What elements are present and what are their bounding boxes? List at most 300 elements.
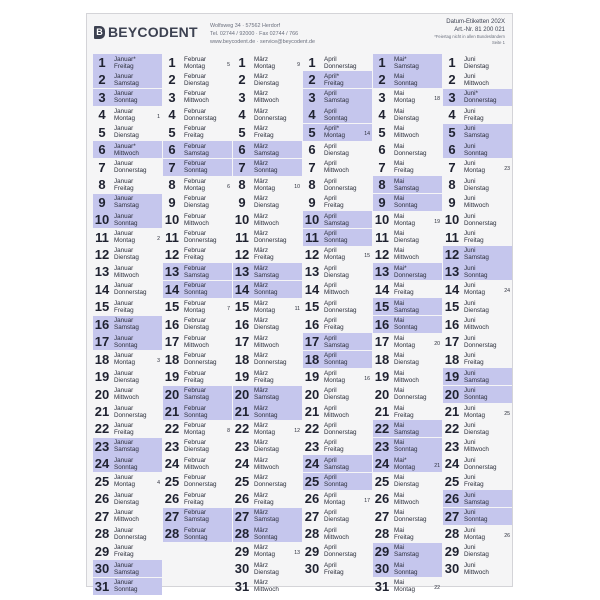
month-name: Mai <box>394 247 405 255</box>
weekday-name: Sonntag <box>324 114 348 122</box>
weekday-name: Donnerstag <box>184 237 217 244</box>
day-number: 6 <box>98 142 106 158</box>
date-label <box>443 141 512 158</box>
date-label <box>443 246 512 263</box>
day-number: 18 <box>444 351 460 367</box>
day-number: 29 <box>374 543 390 559</box>
day-number: 6 <box>308 142 316 158</box>
date-label <box>373 560 442 577</box>
weekday-name: Montag <box>464 167 486 175</box>
weekday-name: Donnerstag <box>394 394 427 402</box>
date-label <box>303 263 372 280</box>
month-name: März <box>254 404 268 412</box>
day-number: 14 <box>444 281 460 297</box>
date-label <box>443 420 512 437</box>
date-label <box>303 124 372 141</box>
date-label <box>93 508 162 525</box>
month-name: Juni <box>464 352 476 360</box>
date-label <box>373 351 442 368</box>
date-label <box>443 333 512 350</box>
weekday-name: Montag <box>464 411 486 419</box>
date-label <box>93 229 162 246</box>
month-name: März <box>254 509 268 517</box>
day-number: 10 <box>234 212 250 228</box>
day-number: 2 <box>98 72 106 88</box>
day-number: 22 <box>164 421 180 437</box>
weekday-name: Montag <box>254 184 276 192</box>
date-label <box>443 211 512 228</box>
month-name: Juni* <box>464 90 479 98</box>
weekday-name: Freitag <box>114 428 134 436</box>
day-number: 7 <box>238 159 246 175</box>
weekday-name: Freitag <box>464 359 484 367</box>
day-number: 22 <box>444 421 460 437</box>
date-label <box>373 246 442 263</box>
day-number: 14 <box>164 281 180 297</box>
month-name: Mai <box>394 509 405 517</box>
date-label <box>303 368 372 385</box>
month-name: März <box>254 212 268 220</box>
month-name: März <box>254 177 268 185</box>
date-label <box>443 229 512 246</box>
date-label <box>303 89 372 106</box>
weekday-name: Montag <box>114 237 136 244</box>
day-number: 18 <box>234 351 250 367</box>
day-number: 8 <box>168 177 176 193</box>
weekday-name: Dienstag <box>394 237 419 244</box>
weekday-name: Donnerstag <box>114 411 147 419</box>
weekday-name: Sonntag <box>114 586 138 593</box>
month-name: April <box>324 107 337 115</box>
month-name: Februar <box>184 369 207 377</box>
month-name: Mai <box>394 526 405 534</box>
month-name: Mai <box>394 177 405 185</box>
week-number: 17 <box>364 497 370 504</box>
weekday-name: Sonntag <box>184 289 208 297</box>
month-name: Juni <box>464 177 476 185</box>
day-number: 6 <box>238 142 246 158</box>
date-label <box>373 368 442 385</box>
day-number: 14 <box>374 281 390 297</box>
date-label <box>93 455 162 472</box>
day-number: 29 <box>94 543 110 559</box>
month-name: April <box>324 369 337 377</box>
month-name: Januar <box>114 230 134 237</box>
date-label <box>233 106 302 123</box>
month-name: Januar <box>114 456 134 464</box>
weekday-name: Donnerstag <box>464 341 497 349</box>
day-number: 21 <box>444 404 460 419</box>
day-number: 23 <box>164 438 180 454</box>
month-name: Juni <box>464 544 476 552</box>
day-number: 8 <box>378 177 386 193</box>
weekday-name: Sonntag <box>254 533 278 541</box>
weekday-name: Samstag <box>394 184 419 192</box>
date-label <box>233 141 302 158</box>
weekday-name: Mittwoch <box>254 341 279 349</box>
date-label <box>303 386 372 403</box>
date-label <box>443 159 512 176</box>
day-number: 24 <box>374 456 390 472</box>
month-name: April <box>324 421 337 429</box>
day-number: 6 <box>448 142 456 158</box>
month-name: Mai <box>394 474 405 482</box>
weekday-name: Donnerstag <box>394 149 427 157</box>
weekday-name: Dienstag <box>184 79 209 87</box>
week-number: 13 <box>294 550 300 557</box>
date-label <box>303 316 372 333</box>
day-number: 2 <box>378 72 386 88</box>
month-name: Mai <box>394 230 405 237</box>
weekday-name: Freitag <box>184 498 204 506</box>
date-label <box>163 246 232 263</box>
day-number: 21 <box>164 404 180 419</box>
weekday-name: Dienstag <box>324 271 349 279</box>
month-name: Mai <box>394 491 405 499</box>
date-label <box>163 420 232 437</box>
weekday-name: Montag <box>394 97 416 105</box>
month-name: Februar <box>184 55 207 63</box>
article-number: Art.-Nr. 81 200 021 <box>454 26 505 33</box>
date-label <box>373 159 442 176</box>
day-number: 11 <box>235 229 249 245</box>
weekday-name: Samstag <box>394 62 419 70</box>
weekday-name: Sonntag <box>254 289 278 297</box>
weekday-name: Samstag <box>464 254 489 262</box>
month-name: April <box>324 230 337 237</box>
day-number: 13 <box>374 264 390 280</box>
weekday-name: Samstag <box>184 149 209 157</box>
month-name: März <box>254 317 268 325</box>
month-name: Januar <box>114 404 134 412</box>
logo-mark-icon: B <box>94 26 105 39</box>
date-label <box>93 333 162 350</box>
day-number: 13 <box>94 264 110 280</box>
day-number: 4 <box>238 107 246 123</box>
day-number: 13 <box>234 264 250 280</box>
date-label <box>233 89 302 106</box>
date-label <box>303 159 372 176</box>
weekday-name: Donnerstag <box>114 289 147 297</box>
day-number: 7 <box>308 159 316 175</box>
day-number: 30 <box>374 561 390 577</box>
weekday-name: Mittwoch <box>114 394 139 402</box>
day-number: 9 <box>168 194 176 210</box>
weekday-name: Dienstag <box>114 376 139 384</box>
weekday-name: Freitag <box>394 289 414 297</box>
month-name: März <box>254 107 268 115</box>
weekday-name: Sonntag <box>464 516 488 524</box>
month-name: Mai* <box>394 55 407 63</box>
day-number: 9 <box>238 194 246 210</box>
day-number: 5 <box>168 124 176 140</box>
weekday-name: Dienstag <box>464 62 489 70</box>
address-line-2: Tel. 02744 / 92000 · Fax 02744 / 766 <box>210 31 299 37</box>
month-name: Januar <box>114 352 134 360</box>
weekday-name: Freitag <box>324 568 344 576</box>
month-name: Februar <box>184 421 207 429</box>
date-label <box>93 54 162 71</box>
day-number: 11 <box>375 229 389 245</box>
day-number: 2 <box>448 72 456 88</box>
day-number: 6 <box>378 142 386 158</box>
day-number: 4 <box>98 107 106 123</box>
date-label <box>93 89 162 106</box>
date-label <box>373 386 442 403</box>
date-label <box>303 403 372 420</box>
month-name: April <box>324 212 337 220</box>
month-name: April <box>324 317 337 325</box>
day-number: 12 <box>164 246 180 262</box>
day-number: 17 <box>374 334 390 350</box>
day-number: 27 <box>234 508 250 524</box>
day-number: 14 <box>94 281 110 297</box>
month-name: Mai <box>394 387 405 395</box>
day-number: 3 <box>448 89 456 105</box>
week-number: 6 <box>227 183 230 190</box>
weekday-name: Dienstag <box>254 202 279 210</box>
date-label <box>93 71 162 88</box>
month-name: Juni <box>464 264 476 272</box>
day-number: 3 <box>238 89 246 105</box>
weekday-name: Mittwoch <box>184 219 209 227</box>
month-name: Mai <box>394 90 405 98</box>
month-name: Januar <box>114 160 134 168</box>
month-name: Februar <box>184 247 207 255</box>
date-label <box>443 71 512 88</box>
weekday-name: Samstag <box>324 341 349 349</box>
month-name: Juni <box>464 72 476 80</box>
day-number: 25 <box>374 473 390 489</box>
weekday-name: Samstag <box>394 428 419 436</box>
day-number: 21 <box>374 404 390 419</box>
month-name: April <box>324 264 337 272</box>
weekday-name: Donnerstag <box>324 428 357 436</box>
day-number: 11 <box>95 229 109 245</box>
date-label <box>303 455 372 472</box>
date-label <box>93 351 162 368</box>
weekday-name: Mittwoch <box>464 324 489 332</box>
month-name: Februar <box>184 72 207 80</box>
month-name: Juni <box>464 509 476 517</box>
date-label <box>93 176 162 193</box>
date-label <box>233 525 302 542</box>
weekday-name: Montag <box>464 533 486 541</box>
date-label <box>163 473 232 490</box>
date-label <box>163 333 232 350</box>
date-label <box>443 490 512 507</box>
day-number: 13 <box>444 264 460 280</box>
product-title: Datum-Etiketten 202X <box>446 19 505 25</box>
day-number: 12 <box>374 246 390 262</box>
weekday-name: Freitag <box>464 237 484 244</box>
date-label <box>443 316 512 333</box>
day-number: 4 <box>308 107 316 123</box>
day-number: 8 <box>238 177 246 193</box>
weekday-name: Freitag <box>394 411 414 419</box>
date-label <box>93 368 162 385</box>
date-label <box>373 106 442 123</box>
day-number: 18 <box>374 351 390 367</box>
weekday-name: Samstag <box>254 394 279 402</box>
weekday-name: Donnerstag <box>254 359 287 367</box>
month-name: Mai <box>394 142 405 150</box>
week-number: 25 <box>504 410 510 417</box>
weekday-name: Donnerstag <box>324 306 357 314</box>
month-name: Januar <box>114 544 134 552</box>
week-number: 7 <box>227 305 230 312</box>
weekday-name: Freitag <box>324 324 344 332</box>
date-label <box>303 141 372 158</box>
weekday-name: Mittwoch <box>394 132 419 140</box>
day-number: 17 <box>94 334 110 350</box>
month-name: Januar <box>114 195 134 203</box>
month-name: Mai <box>394 579 405 586</box>
day-number: 21 <box>234 404 250 419</box>
month-name: Juni <box>464 439 476 447</box>
date-label <box>373 420 442 437</box>
day-number: 23 <box>374 438 390 454</box>
product-info <box>434 19 505 46</box>
day-number: 16 <box>374 316 390 332</box>
weekday-name: Freitag <box>464 114 484 122</box>
weekday-name: Samstag <box>184 394 209 402</box>
weekday-name: Sonntag <box>254 167 278 175</box>
weekday-name: Sonntag <box>394 324 418 332</box>
date-label <box>163 124 232 141</box>
month-name: Mai <box>394 107 405 115</box>
day-number: 26 <box>444 491 460 507</box>
month-name: Januar <box>114 72 134 80</box>
date-label <box>303 298 372 315</box>
day-number: 23 <box>304 438 320 454</box>
date-label <box>373 124 442 141</box>
day-number: 29 <box>304 543 320 559</box>
day-number: 26 <box>374 491 390 507</box>
week-number: 11 <box>294 305 300 312</box>
date-label <box>373 316 442 333</box>
date-label <box>443 176 512 193</box>
month-name: Juni <box>464 230 476 237</box>
week-number: 22 <box>434 585 440 591</box>
date-label <box>443 525 512 542</box>
weekday-name: Dienstag <box>114 132 139 140</box>
date-label <box>373 176 442 193</box>
date-label <box>303 211 372 228</box>
month-name: April <box>324 334 337 342</box>
day-number: 5 <box>378 124 386 140</box>
date-label <box>233 124 302 141</box>
address-line-3: www.beycodent.de · service@beycodent.de <box>210 39 315 45</box>
date-label <box>93 141 162 158</box>
weekday-name: Sonntag <box>394 568 418 576</box>
date-label <box>373 543 442 560</box>
day-number: 29 <box>234 543 250 559</box>
month-name: Juni <box>464 160 476 168</box>
month-name: März <box>254 299 268 307</box>
day-number: 3 <box>308 89 316 105</box>
day-number: 25 <box>234 473 250 489</box>
month-name: Juni <box>464 299 476 307</box>
month-name: Juni <box>464 474 476 482</box>
day-number: 15 <box>164 299 180 315</box>
date-label <box>233 543 302 560</box>
date-label <box>373 194 442 211</box>
day-number: 10 <box>304 212 320 228</box>
date-label <box>93 194 162 211</box>
weekday-name: Mittwoch <box>184 463 209 471</box>
weekday-name: Montag <box>114 114 136 122</box>
day-number: 30 <box>234 561 250 577</box>
day-number: 24 <box>164 456 180 472</box>
month-name: März <box>254 491 268 499</box>
date-label <box>303 490 372 507</box>
weekday-name: Freitag <box>394 167 414 175</box>
date-label <box>443 438 512 455</box>
weekday-name: Montag <box>184 184 206 192</box>
weekday-name: Freitag <box>324 79 344 87</box>
day-number: 4 <box>378 107 386 123</box>
month-name: Januar <box>114 264 134 272</box>
weekday-name: Mittwoch <box>394 254 419 262</box>
weekday-name: Freitag <box>394 533 414 541</box>
date-label <box>93 543 162 560</box>
month-name: Mai <box>394 352 405 360</box>
weekday-name: Dienstag <box>394 481 419 489</box>
date-label <box>303 351 372 368</box>
date-label <box>93 159 162 176</box>
date-label <box>443 194 512 211</box>
weekday-name: Sonntag <box>324 481 348 489</box>
date-label <box>163 176 232 193</box>
date-label <box>93 403 162 420</box>
day-number: 25 <box>444 473 460 489</box>
month-name: Mai <box>394 72 405 80</box>
week-number: 21 <box>434 462 440 469</box>
date-label <box>373 508 442 525</box>
weekday-name: Samstag <box>394 306 419 314</box>
day-number: 30 <box>444 561 460 577</box>
date-label <box>93 281 162 298</box>
weekday-name: Sonntag <box>464 271 488 279</box>
weekday-name: Montag <box>324 376 346 384</box>
day-number: 4 <box>168 107 176 123</box>
day-number: 20 <box>374 386 390 402</box>
day-number: 13 <box>164 264 180 280</box>
weekday-name: Montag <box>184 306 206 314</box>
date-label <box>233 159 302 176</box>
date-label <box>443 351 512 368</box>
date-label <box>373 229 442 246</box>
weekday-name: Dienstag <box>254 324 279 332</box>
month-name: Juni <box>464 387 476 395</box>
weekday-name: Sonntag <box>394 446 418 454</box>
month-name: Februar <box>184 142 207 150</box>
month-name: März <box>254 387 268 395</box>
day-number: 3 <box>98 89 106 105</box>
date-label <box>163 71 232 88</box>
company-address <box>210 22 315 46</box>
weekday-name: Mittwoch <box>184 341 209 349</box>
date-label <box>163 89 232 106</box>
date-label <box>443 263 512 280</box>
week-number: 8 <box>227 427 230 434</box>
date-label <box>373 490 442 507</box>
month-name: Januar <box>114 421 134 429</box>
weekday-name: Freitag <box>184 132 204 140</box>
month-name: Juni <box>464 456 476 464</box>
month-name: Februar <box>184 334 207 342</box>
